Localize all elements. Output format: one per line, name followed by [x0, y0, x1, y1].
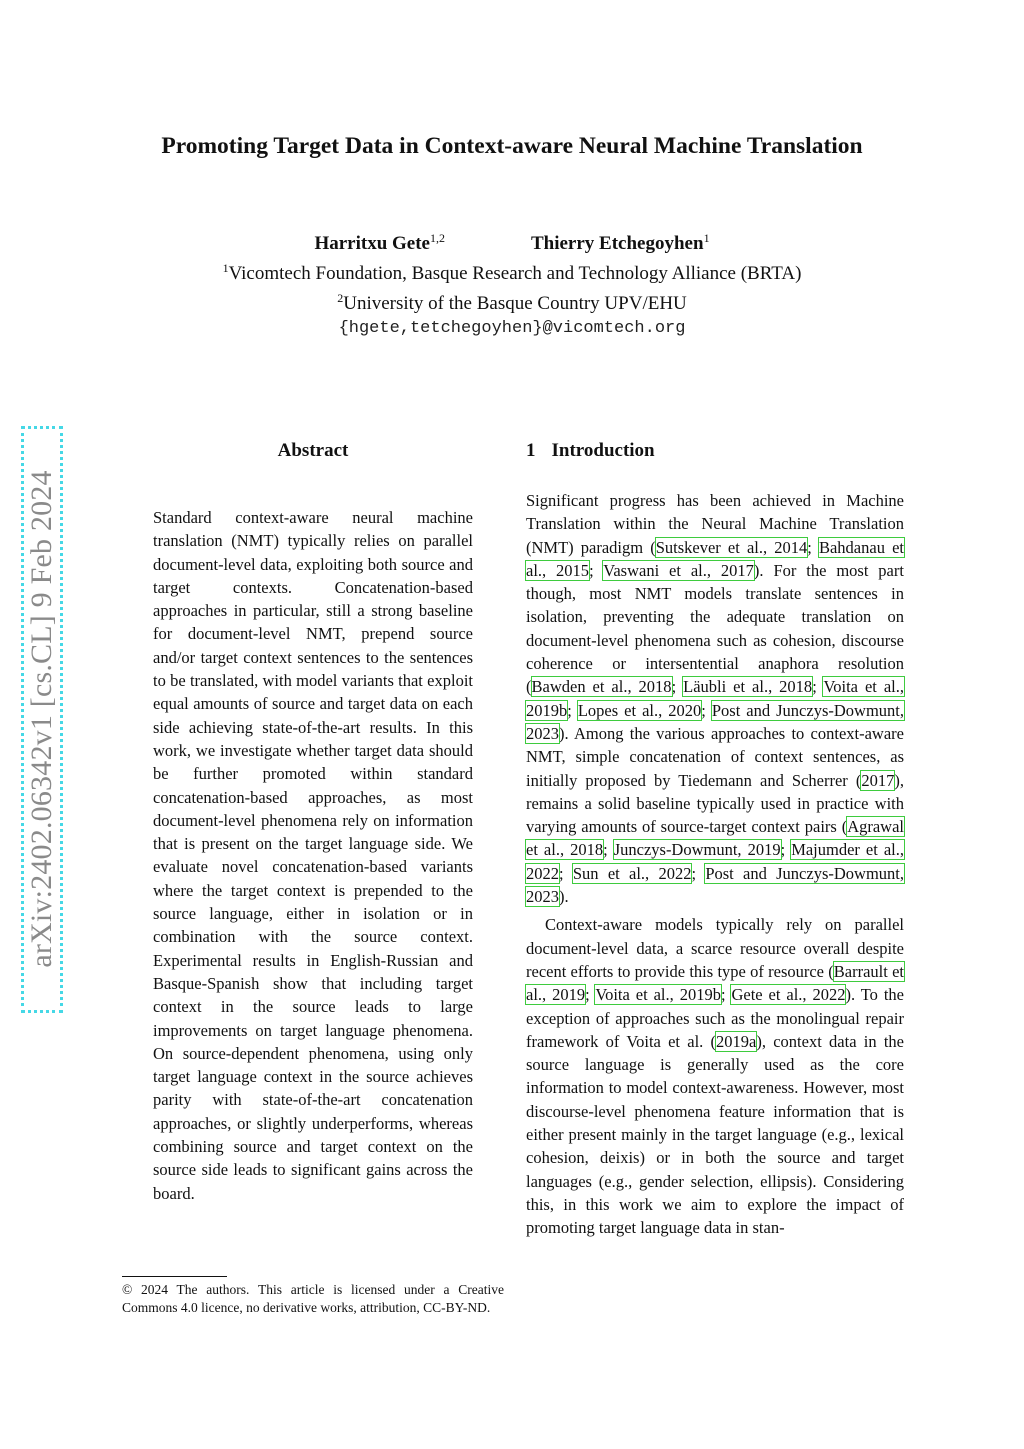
affiliation-2: $^2$University of the Basque Country UPV/EHU	[337, 291, 687, 314]
author-names	[0, 226, 1024, 256]
right-column	[526, 440, 904, 1240]
citation-link[interactable]: Vaswani et al., 2017	[603, 560, 754, 580]
paper-title: Promoting Target Data in Context-aware Neural Machine Translation	[161, 133, 863, 159]
affiliation-1: $^1$Vicomtech Foundation, Basque Research and Technology Alliance (BRTA)	[222, 261, 802, 284]
license-footnote: © 2024 The authors. This article is licensed under a Creative Commons 4.0 licence, no derivative works, attribution, CC-BY-ND.	[122, 1282, 504, 1315]
citation-link[interactable]: Gete et al., 2022	[731, 985, 846, 1005]
citation-link[interactable]: Sun et al., 2022	[572, 863, 692, 883]
abstract-heading: Abstract	[277, 440, 349, 461]
citation-link[interactable]: 2017	[861, 770, 895, 790]
left-column	[153, 440, 473, 1205]
author-email: {hgete,tetchegoyhen}@vicomtech.org	[338, 319, 686, 338]
citation-link[interactable]: Junczys-Dowmunt, 2019	[613, 840, 781, 860]
arxiv-stamp: arXiv:2402.06342v1 [cs.CL] 9 Feb 2024	[25, 470, 58, 968]
intro-paragraph-1: Significant progress has been achieved in Machine Translation within the Neural Machine Translation (NMT) paradigm (Sutskever et al., 2014; Bahdanau et al., 2015; Vaswani et al., 2017). For the most part though, most NMT models translate sentences in isolation, preventing the adequate translation on document-level phenomena such as cohesion, discourse coherence or intersentential anaphora resolution (Bawden et al., 2018; Läubli et al., 2018; Voita et al., 2019b; Lopes et al., 2020; Post and Junczys-Dowmunt, 2023). Among the various approaches to context-aware NMT, simple concatenation of context sentences, as initially proposed by Tiedemann and Scherrer (2017), remains a solid baseline typically used in practice with varying amounts of source-target context pairs (Agrawal et al., 2018; Junczys-Dowmunt, 2019; Majumder et al., 2022; Sun et al., 2022; Post and Junczys-Dowmunt, 2023).	[526, 491, 905, 907]
citation-link[interactable]: Barrault et al., 2019	[526, 961, 904, 1005]
citation-link[interactable]: Sutskever et al., 2014	[655, 537, 808, 557]
introduction-heading: 1 Introduction	[526, 440, 655, 461]
citation-link[interactable]: Majumder et al., 2022	[526, 840, 905, 883]
citation-link[interactable]: 2019a	[716, 1031, 757, 1051]
citation-link[interactable]: Bawden et al., 2018	[531, 677, 672, 697]
citation-link[interactable]: Post and Junczys-Dowmunt, 2023	[526, 863, 904, 907]
citation-link[interactable]: Bahdanau et al., 2015	[526, 537, 904, 580]
author-block	[0, 226, 1024, 341]
citation-link[interactable]: Post and Junczys-Dowmunt, 2023	[526, 700, 904, 743]
footnote-divider	[122, 1276, 227, 1277]
citation-link[interactable]: Agrawal et al., 2018	[526, 817, 904, 860]
author-2: Thierry Etchegoyhen$^1$	[530, 231, 710, 254]
abstract-text: Standard context-aware neural machine translation (NMT) typically relies on parallel document-level data, exploiting both source and target contexts. Concatenation-based approaches in particular, still a strong baseline for document-level NMT, prepend source and/or target context sentences to the sentences to be translated, with model variants that exploit equal amounts of source and target data on each side achieving state-of-the-art results. In this work, we investigate whether target data should be further promoted within standard concatenation-based approaches, as most document-level phenomena rely on information that is present on the target language side. We evaluate novel concatenation-based variants where the target context is prepended to the source language, either in isolation or in combination with the source context. Experimental results in English-Russian and Basque-Spanish show that including target context in the source leads to large improvements on target language phenomena. On source-dependent phenomena, using only target language context in the source achieves parity with state-of-the-art concatenation approaches, or slightly underperforms, whereas combining source and target context on the source side leads to significant gains across the board.	[153, 508, 473, 1203]
author-1: Harritxu Gete$^{1,2}$	[314, 231, 445, 254]
intro-paragraph-2: Context-aware models typically rely on parallel document-level data, a scarce resource overall despite recent efforts to provide this type of resource (Barrault et al., 2019; Voita et al., 2019b; Gete et al., 2022). To the exception of approaches such as the monolingual repair framework of Voita et al. (2019a), context data in the source language is generally used as the core information to model context-awareness. However, most discourse-level phenomena feature information that is either present mainly in the target language (e.g., lexical cohesion, deixis) or in both the source and target languages (e.g., gender selection, ellipsis). Considering this, in this work we aim to explore the impact of promoting target language data in stan-	[526, 915, 904, 1238]
citation-link[interactable]: Läubli et al., 2018	[683, 677, 813, 697]
citation-link[interactable]: Voita et al., 2019b	[526, 677, 904, 720]
citation-link[interactable]: Lopes et al., 2020	[577, 700, 702, 720]
citation-link[interactable]: Voita et al., 2019b	[595, 985, 721, 1005]
